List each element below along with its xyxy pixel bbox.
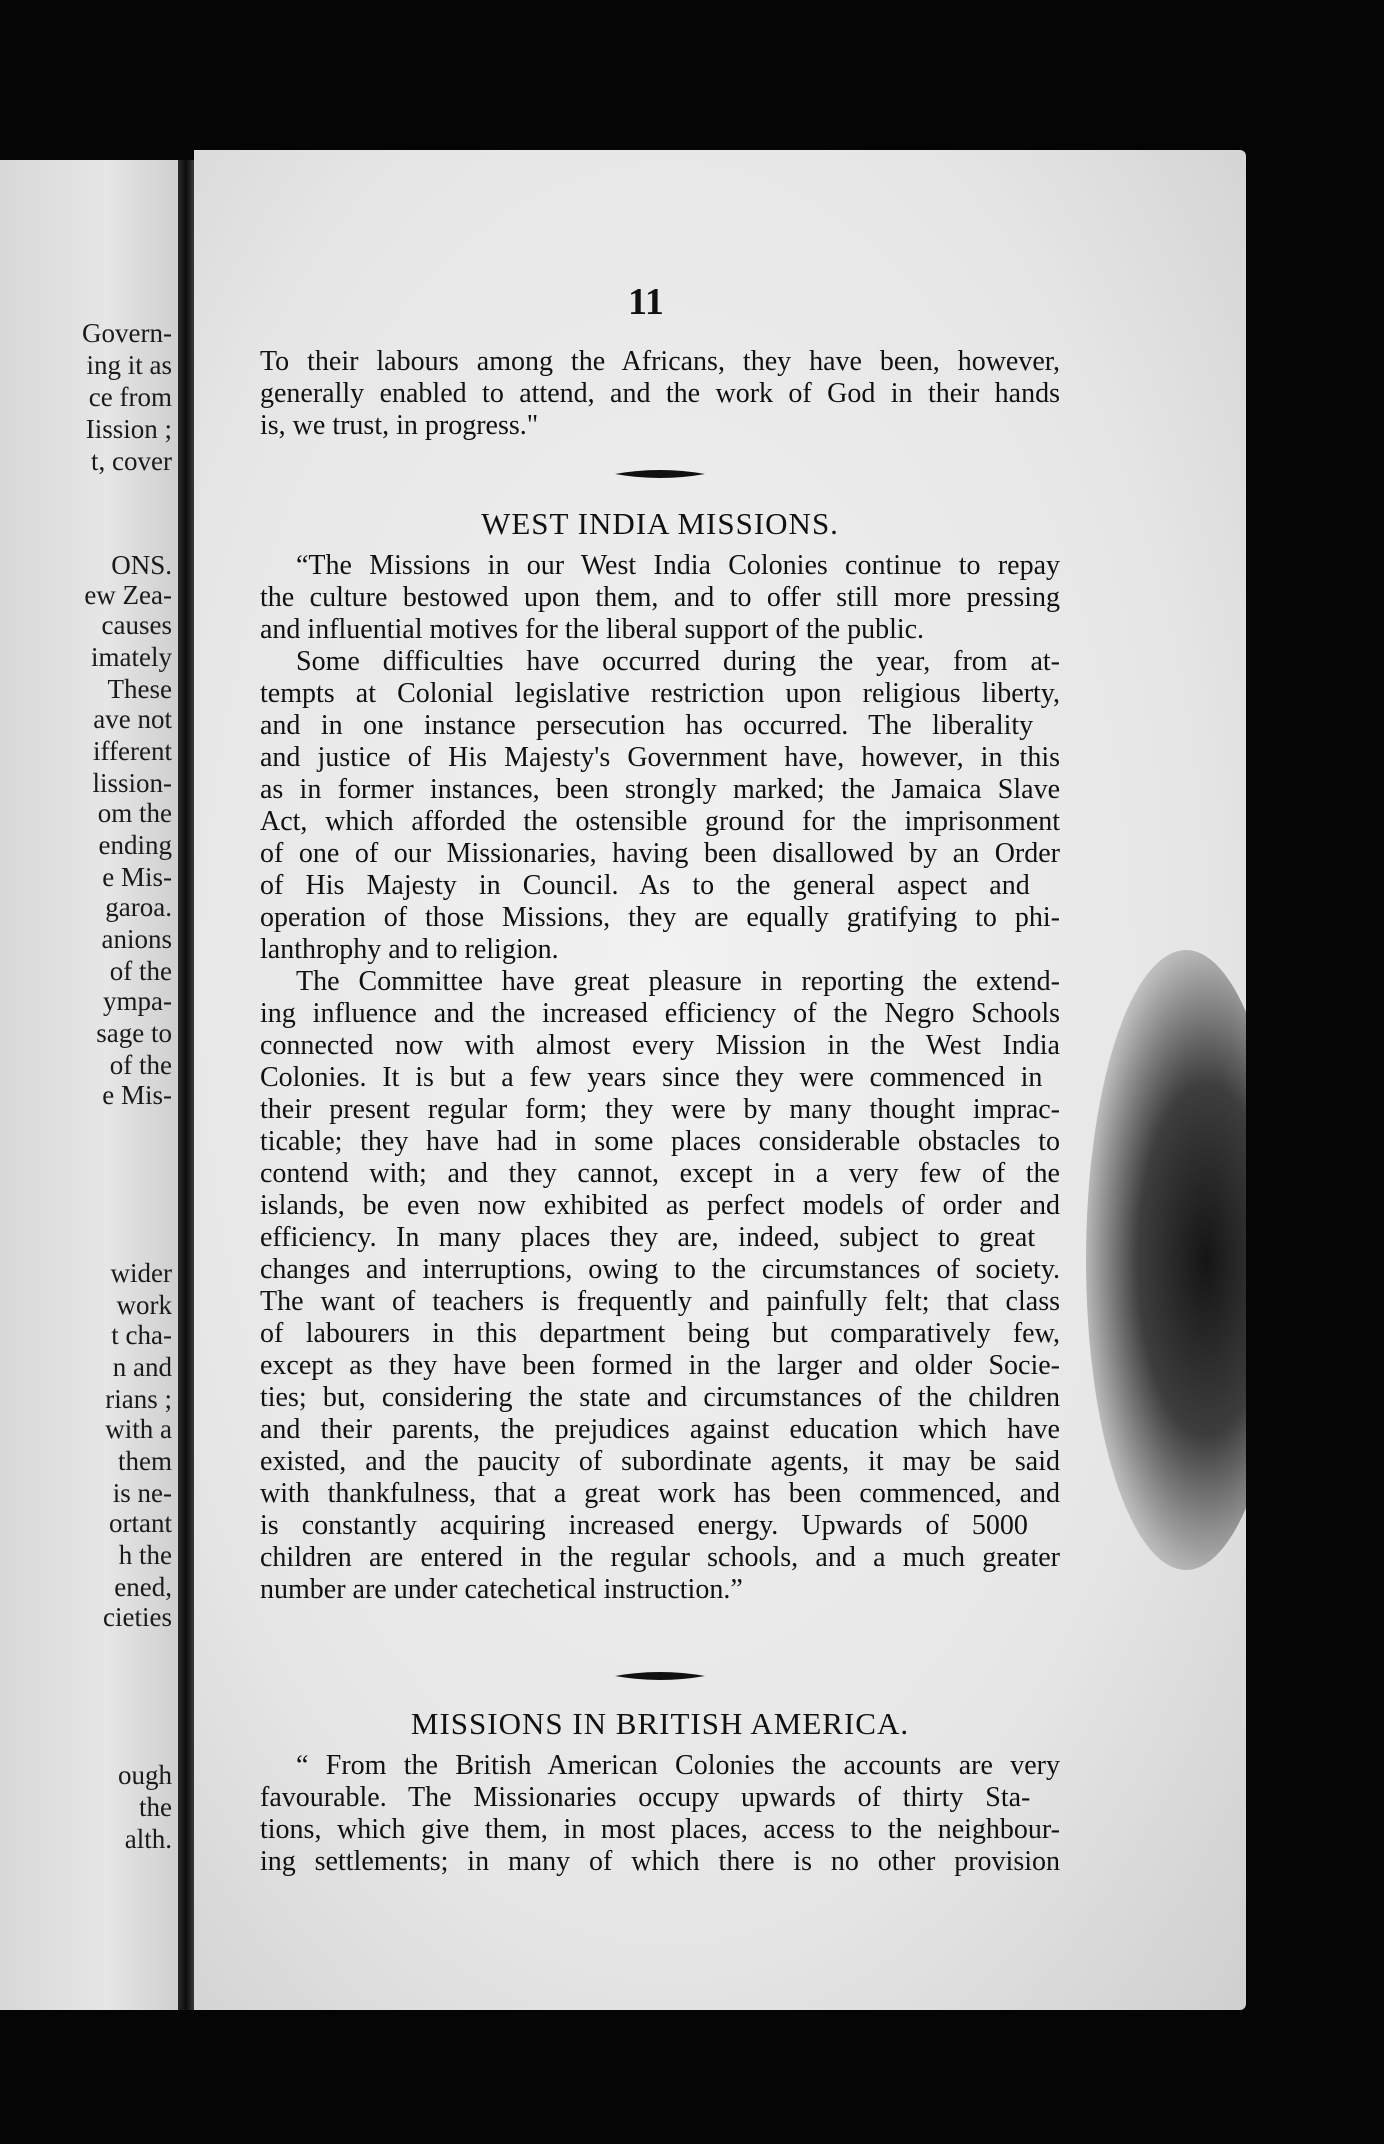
text-line: lanthrophy and to religion. (260, 934, 559, 965)
left-page-fragment: ough (118, 1760, 172, 1790)
left-page-fragment: sage to (96, 1018, 172, 1048)
text-line: To their labours among the Africans, they have been, however, (260, 346, 1060, 377)
left-page-fragment: ing it as (86, 350, 172, 380)
text-line: favourable. The Missionaries occupy upwards of thirty Sta- (260, 1782, 1031, 1813)
left-page-fragment: of the (109, 1050, 172, 1080)
left-page-fragment: cieties (103, 1602, 172, 1632)
left-page-fragment: ympa- (103, 986, 172, 1016)
left-page-fragment: ew Zea- (84, 580, 172, 610)
text-line: ing settlements; in many of which there is no other provision (260, 1846, 1060, 1877)
left-page-fragment: ortant (109, 1508, 172, 1538)
text-line: of one of our Missionaries, having been disallowed by an Order (260, 838, 1060, 869)
left-page-fragment: ened, (114, 1572, 172, 1602)
text-line: Colonies. It is but a few years since they were commenced in (260, 1062, 1043, 1093)
text-line: changes and interruptions, owing to the circumstances of society. (260, 1254, 1060, 1285)
left-page-fragment: t, cover (91, 446, 172, 476)
text-line: generally enabled to attend, and the work of God in their hands (260, 378, 1060, 409)
text-line: existed, and the paucity of subordinate agents, it may be said (260, 1446, 1060, 1477)
left-page-fragment: work (116, 1290, 172, 1320)
text-line: is, we trust, in progress." (260, 410, 539, 441)
left-page-fragment: Iission ; (85, 414, 172, 444)
left-page-fragment: causes (101, 610, 172, 640)
text-line: connected now with almost every Mission in the West India (260, 1030, 1060, 1061)
text-line: tempts at Colonial legislative restriction upon religious liberty, (260, 678, 1060, 709)
text-line: is constantly acquiring increased energy. Upwards of 5000 (260, 1510, 1028, 1541)
left-page-fragment: t cha- (111, 1320, 172, 1350)
left-page-fragment: om the (97, 798, 172, 828)
left-page-fragment: rians ; (105, 1384, 172, 1414)
section-ornament (615, 1670, 705, 1682)
left-page-fragment: ifferent (93, 736, 172, 766)
right-page (194, 150, 1246, 2010)
left-page-fragment: alth. (124, 1824, 172, 1854)
left-page-fragment: anions (101, 924, 172, 954)
left-page-fragment: ONS. (111, 550, 172, 580)
left-page-fragment: is ne- (112, 1478, 172, 1508)
text-line: The want of teachers is frequently and painfully felt; that class (260, 1286, 1060, 1317)
page-number: 11 (628, 281, 664, 323)
text-line: Some difficulties have occurred during the year, from at- (296, 646, 1060, 677)
text-line: and their parents, the prejudices against education which have (260, 1414, 1060, 1445)
left-page-fragment: ce from (88, 382, 172, 412)
left-page-fragment: ending (98, 830, 172, 860)
left-page-fragment: e Mis- (102, 1080, 172, 1110)
left-page-fragment: with a (105, 1414, 172, 1444)
text-line: ing influence and the increased efficiency of the Negro Schools (260, 998, 1060, 1029)
text-line: as in former instances, been strongly marked; the Jamaica Slave (260, 774, 1060, 805)
text-line: islands, be even now exhibited as perfect models of order and (260, 1190, 1060, 1221)
text-line: the culture bestowed upon them, and to offer still more pressing (260, 582, 1060, 613)
left-page-fragment: n and (112, 1352, 172, 1382)
left-page-fragment: garoa. (105, 892, 172, 922)
text-line: of His Majesty in Council. As to the general aspect and (260, 870, 1030, 901)
text-line: and influential motives for the liberal support of the public. (260, 614, 925, 645)
left-page-fragment: imately (91, 642, 172, 672)
left-page-fragment: ave not (93, 704, 172, 734)
text-line: their present regular form; they were by many thought imprac- (260, 1094, 1060, 1125)
left-page-fragment: Govern- (82, 318, 172, 348)
section-ornament (615, 468, 705, 480)
section-heading: WEST INDIA MISSIONS. (481, 506, 839, 541)
text-line: “The Missions in our West India Colonies continue to repay (296, 550, 1060, 581)
left-page-fragment: them (118, 1446, 172, 1476)
text-line: operation of those Missions, they are equally gratifying to phi- (260, 902, 1060, 933)
left-page-fragment: of the (109, 956, 172, 986)
text-line: number are under catechetical instruction.” (260, 1574, 743, 1605)
left-page-fragment: wider (110, 1258, 172, 1288)
text-line: tions, which give them, in most places, access to the neighbour- (260, 1814, 1060, 1845)
text-line: contend with; and they cannot, except in a very few of the (260, 1158, 1060, 1189)
text-line: The Committee have great pleasure in reporting the extend- (296, 966, 1060, 997)
left-page-fragment: e Mis- (102, 862, 172, 892)
text-line: of labourers in this department being but comparatively few, (260, 1318, 1060, 1349)
text-line: children are entered in the regular schools, and a much greater (260, 1542, 1060, 1573)
text-line: with thankfulness, that a great work has been commenced, and (260, 1478, 1060, 1509)
text-line: and in one instance persecution has occurred. The liberality (260, 710, 1034, 741)
left-page-fragment: the (139, 1792, 172, 1822)
text-line: except as they have been formed in the larger and older Socie- (260, 1350, 1060, 1381)
ink-smudge (1086, 950, 1246, 1570)
text-line: and justice of His Majesty's Government have, however, in this (260, 742, 1060, 773)
left-page-fragment: lission- (92, 768, 172, 798)
text-line: efficiency. In many places they are, indeed, subject to great (260, 1222, 1036, 1253)
text-line: “ From the British American Colonies the accounts are very (296, 1750, 1060, 1781)
section-heading: MISSIONS IN BRITISH AMERICA. (410, 1706, 910, 1741)
page-gutter (178, 160, 194, 2010)
text-line: ticable; they have had in some places considerable obstacles to (260, 1126, 1060, 1157)
text-line: Act, which afforded the ostensible ground for the imprisonment (260, 806, 1060, 837)
text-line: ties; but, considering the state and circumstances of the children (260, 1382, 1060, 1413)
left-page-fragment: These (107, 674, 172, 704)
left-facing-page (0, 160, 178, 2010)
left-page-fragment: h the (118, 1540, 172, 1570)
